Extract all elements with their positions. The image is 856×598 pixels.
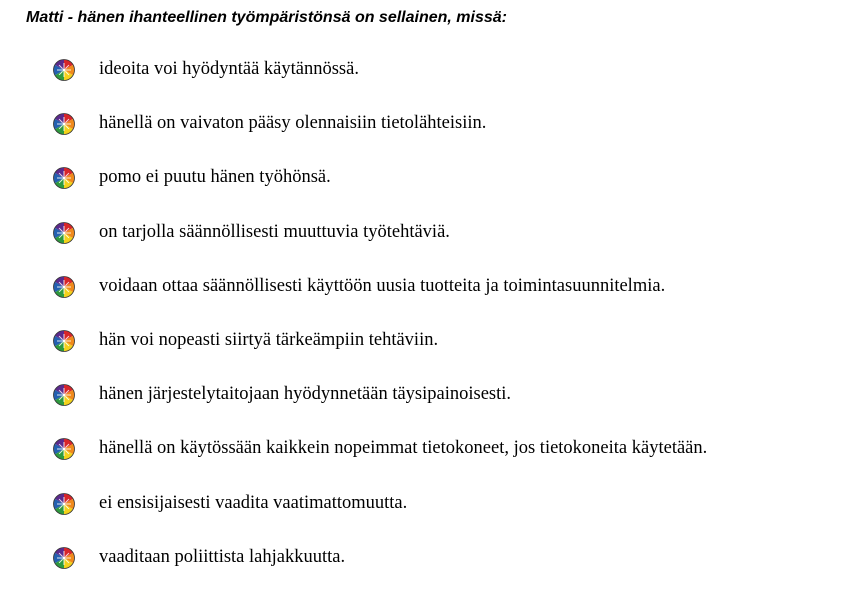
list-item-text: hänellä on käytössään kaikkein nopeimmat tietokoneet, jos tietokoneita käytetään.	[99, 438, 708, 459]
list-item	[52, 435, 707, 489]
list-item-text: on tarjolla säännöllisesti muuttuvia työtehtäviä.	[99, 221, 450, 242]
list-item	[52, 273, 707, 327]
criteria-list	[52, 56, 707, 598]
color-wheel-icon	[52, 329, 76, 353]
color-wheel-icon	[52, 546, 76, 570]
list-item	[52, 56, 707, 110]
list-item-text: ei ensisijaisesti vaadita vaatimattomuutta.	[99, 492, 408, 513]
color-wheel-icon	[52, 166, 76, 190]
page-heading: Matti - hänen ihanteellinen työmpäristönsä on sellainen, missä:	[26, 9, 507, 26]
list-item-text: hän voi nopeasti siirtyä tärkeämpiin tehtäviin.	[99, 329, 439, 350]
list-item	[52, 490, 707, 544]
list-item-text: hänellä on vaivaton pääsy olennaisiin tietolähteisiin.	[99, 113, 487, 134]
list-item	[52, 381, 707, 435]
color-wheel-icon	[52, 221, 76, 245]
list-item-text: ideoita voi hyödyntää käytännössä.	[99, 59, 359, 79]
list-item	[52, 544, 707, 598]
color-wheel-icon	[52, 383, 76, 407]
color-wheel-icon	[52, 58, 76, 82]
color-wheel-icon	[52, 437, 76, 461]
color-wheel-icon	[52, 275, 76, 299]
list-item-text: voidaan ottaa säännöllisesti käyttöön uusia tuotteita ja toimintasuunnitelmia.	[99, 275, 666, 296]
list-item-text: vaaditaan poliittista lahjakkuutta.	[99, 546, 346, 567]
color-wheel-icon	[52, 112, 76, 136]
list-item	[52, 219, 707, 273]
list-item	[52, 110, 707, 164]
list-item-text: pomo ei puutu hänen työhönsä.	[99, 167, 331, 188]
list-item	[52, 164, 707, 218]
list-item-text: hänen järjestelytaitojaan hyödynnetään täysipainoisesti.	[99, 384, 512, 405]
list-item	[52, 327, 707, 381]
color-wheel-icon	[52, 492, 76, 516]
